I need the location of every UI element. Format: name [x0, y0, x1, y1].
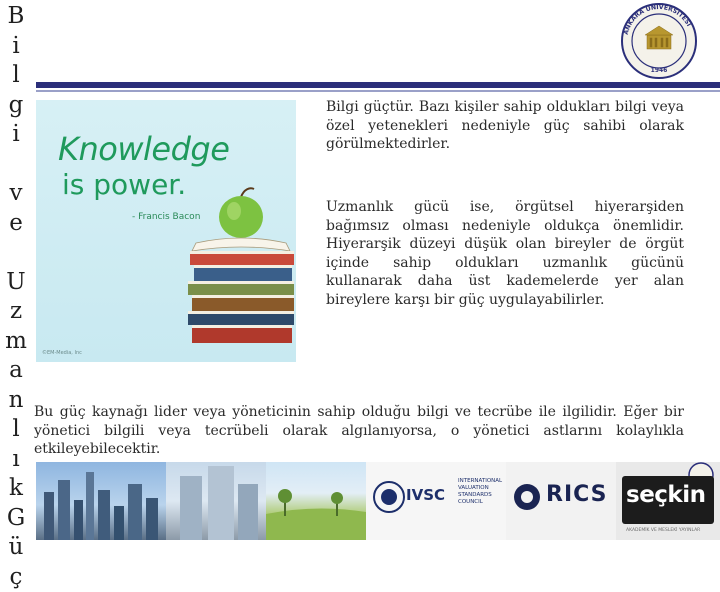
title-letter: G	[4, 504, 28, 534]
title-letter: B	[4, 2, 28, 32]
seckin-subtext: AKADEMİK VE MESLEKİ YAYINLAR	[626, 528, 700, 533]
title-letter: k	[4, 474, 28, 504]
title-letter: ı	[4, 445, 28, 475]
footer-banner	[36, 462, 720, 540]
seal-year: 1946	[651, 67, 668, 74]
title-letter: ç	[4, 563, 28, 592]
image-quote-author: - Francis Bacon	[132, 212, 200, 222]
seal-ring-text: ANKARA ÜNİVERSİTESİ	[623, 2, 694, 36]
books-and-apple-icon	[186, 185, 296, 360]
title-letter: a	[4, 356, 28, 386]
university-seal-icon	[620, 2, 698, 80]
paragraph-knowledge-power: Bilgi güçtür. Bazı kişiler sahip oldukları bilgi veya özel yetenekleri nedeniyle güç sahibi olarak görülmektedirler.	[326, 98, 684, 154]
title-letter: m	[4, 327, 28, 357]
rics-emblem-icon	[512, 482, 542, 512]
title-letter: i	[4, 120, 28, 150]
vertical-title	[4, 2, 28, 592]
header-rule	[36, 82, 720, 88]
ivsc-subtext: INTERNATIONAL VALUATION STANDARDS COUNCIL	[458, 478, 502, 506]
title-letter: z	[4, 297, 28, 327]
seckin-logo	[616, 462, 720, 540]
title-letter: n	[4, 386, 28, 416]
knowledge-image	[36, 100, 296, 362]
ivsc-logo	[366, 462, 506, 540]
landscape-field-image	[266, 462, 366, 540]
title-letter: l	[4, 61, 28, 91]
paragraph-expertise-power: Uzmanlık gücü ise, örgütsel hiyerarşiden bağımsız olması nedeniyle oldukça önemlidir. Hiyerarşik düzeyi düşük olan bireyler de örgüt içinde sahip oldukları uzmanlık gücünü kullanarak daha üst kademelerde yer alan bireylere karşı bir güç uygulayabilirler.	[326, 198, 684, 309]
image-quote-line1: Knowledge	[58, 132, 229, 166]
title-letter: v	[4, 179, 28, 209]
rics-logo	[506, 462, 616, 540]
ivsc-text: IVSC	[406, 486, 445, 504]
title-letter: g	[4, 91, 28, 121]
city-skyline-image	[36, 462, 166, 540]
title-letter: l	[4, 415, 28, 445]
office-buildings-image	[166, 462, 266, 540]
title-letter: e	[4, 209, 28, 239]
header-rule-thin	[36, 90, 720, 92]
title-letter: ü	[4, 533, 28, 563]
title-letter: i	[4, 32, 28, 62]
title-letter: U	[4, 268, 28, 298]
ivsc-emblem-icon	[372, 480, 406, 514]
rics-text: RICS	[546, 482, 608, 507]
image-quote-line2: is power.	[62, 170, 186, 200]
image-credit: ©EM-Media, Inc	[42, 350, 82, 356]
paragraph-leader-knowledge: Bu güç kaynağı lider veya yöneticinin sahip olduğu bilgi ve tecrübe ile ilgilidir. Eğer bir yönetici bilgili veya tecrübeli olarak algılanıyorsa, o yönetici astlarını kolaylıkla etkileyebilecektir.	[34, 403, 684, 459]
seckin-text: seçkin	[626, 482, 705, 508]
